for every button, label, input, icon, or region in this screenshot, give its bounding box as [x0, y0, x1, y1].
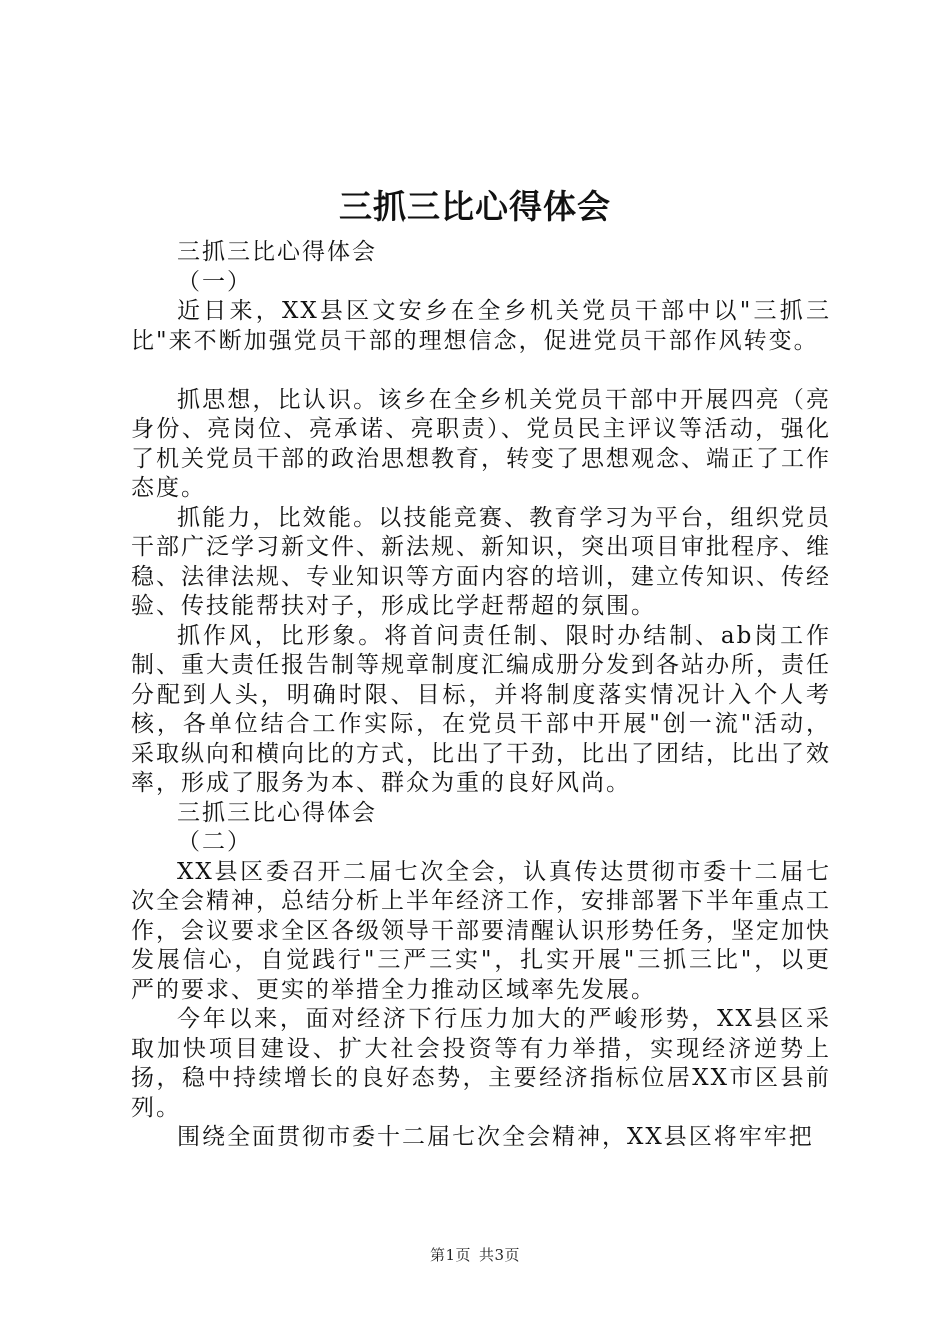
paragraph: 今年以来，面对经济下行压力加大的严峻形势，XX县区采取加快项目建设、扩大社会投资等有力举措，实现经济逆势上扬，稳中持续增长的良好态势，主要经济指标位居XX市区县前列。 [131, 1006, 831, 1121]
section-heading: 三抓三比心得体会 [177, 239, 377, 265]
page-footer [0, 1244, 950, 1265]
paragraph: 抓能力，比效能。以技能竞赛、教育学习为平台，组织党员干部广泛学习新文件、新法规、新知识，突出项目审批程序、维稳、法律法规、专业知识等方面内容的培训，建立传知识、传经验、传技能帮扶对子，形成比学赶帮超的氛围。 [131, 504, 831, 619]
document-body [131, 238, 831, 1153]
page-number: 第1页 [429, 1246, 471, 1264]
paragraph: 抓思想，比认识。该乡在全乡机关党员干部中开展四亮（亮身份、亮岗位、亮承诺、亮职责）、党员民主评议等活动，强化了机关党员干部的政治思想教育，转变了思想观念、端正了工作态度。 [131, 386, 831, 501]
page-total: 共3页 [479, 1246, 521, 1264]
section-heading: 三抓三比心得体会 [177, 799, 377, 826]
paragraph: 抓作风，比形象。将首问责任制、限时办结制、ab岗工作制、重大责任报告制等规章制度汇编成册分发到各站办所，责任分配到人头，明确时限、目标，并将制度落实情况计入个人考核，各单位结合工作实际，在党员干部中开展"创一流"活动，采取纵向和横向比的方式，比出了干劲，比出了团结，比出了效率，形成了服务为本、群众为重的良好风尚。 [131, 622, 831, 796]
paragraph: 近日来，XX县区文安乡在全乡机关党员干部中以"三抓三比"来不断加强党员干部的理想信念，促进党员干部作风转变。 [131, 298, 831, 354]
paragraph: 围绕全面贯彻市委十二届七次全会精神，XX县区将牢牢把 [177, 1124, 814, 1150]
section-number: （一） [177, 268, 252, 295]
section-number: （二） [177, 829, 252, 855]
document-title: 三抓三比心得体会 [339, 187, 611, 226]
paragraph: XX县区委召开二届七次全会，认真传达贯彻市委十二届七次全会精神，总结分析上半年经济工作，安排部署下半年重点工作，会议要求全区各级领导干部要清醒认识形势任务，坚定加快发展信心，自觉践行"三严三实"，扎实开展"三抓三比"，以更严的要求、更实的举措全力推动区域率先发展。 [131, 858, 831, 1003]
